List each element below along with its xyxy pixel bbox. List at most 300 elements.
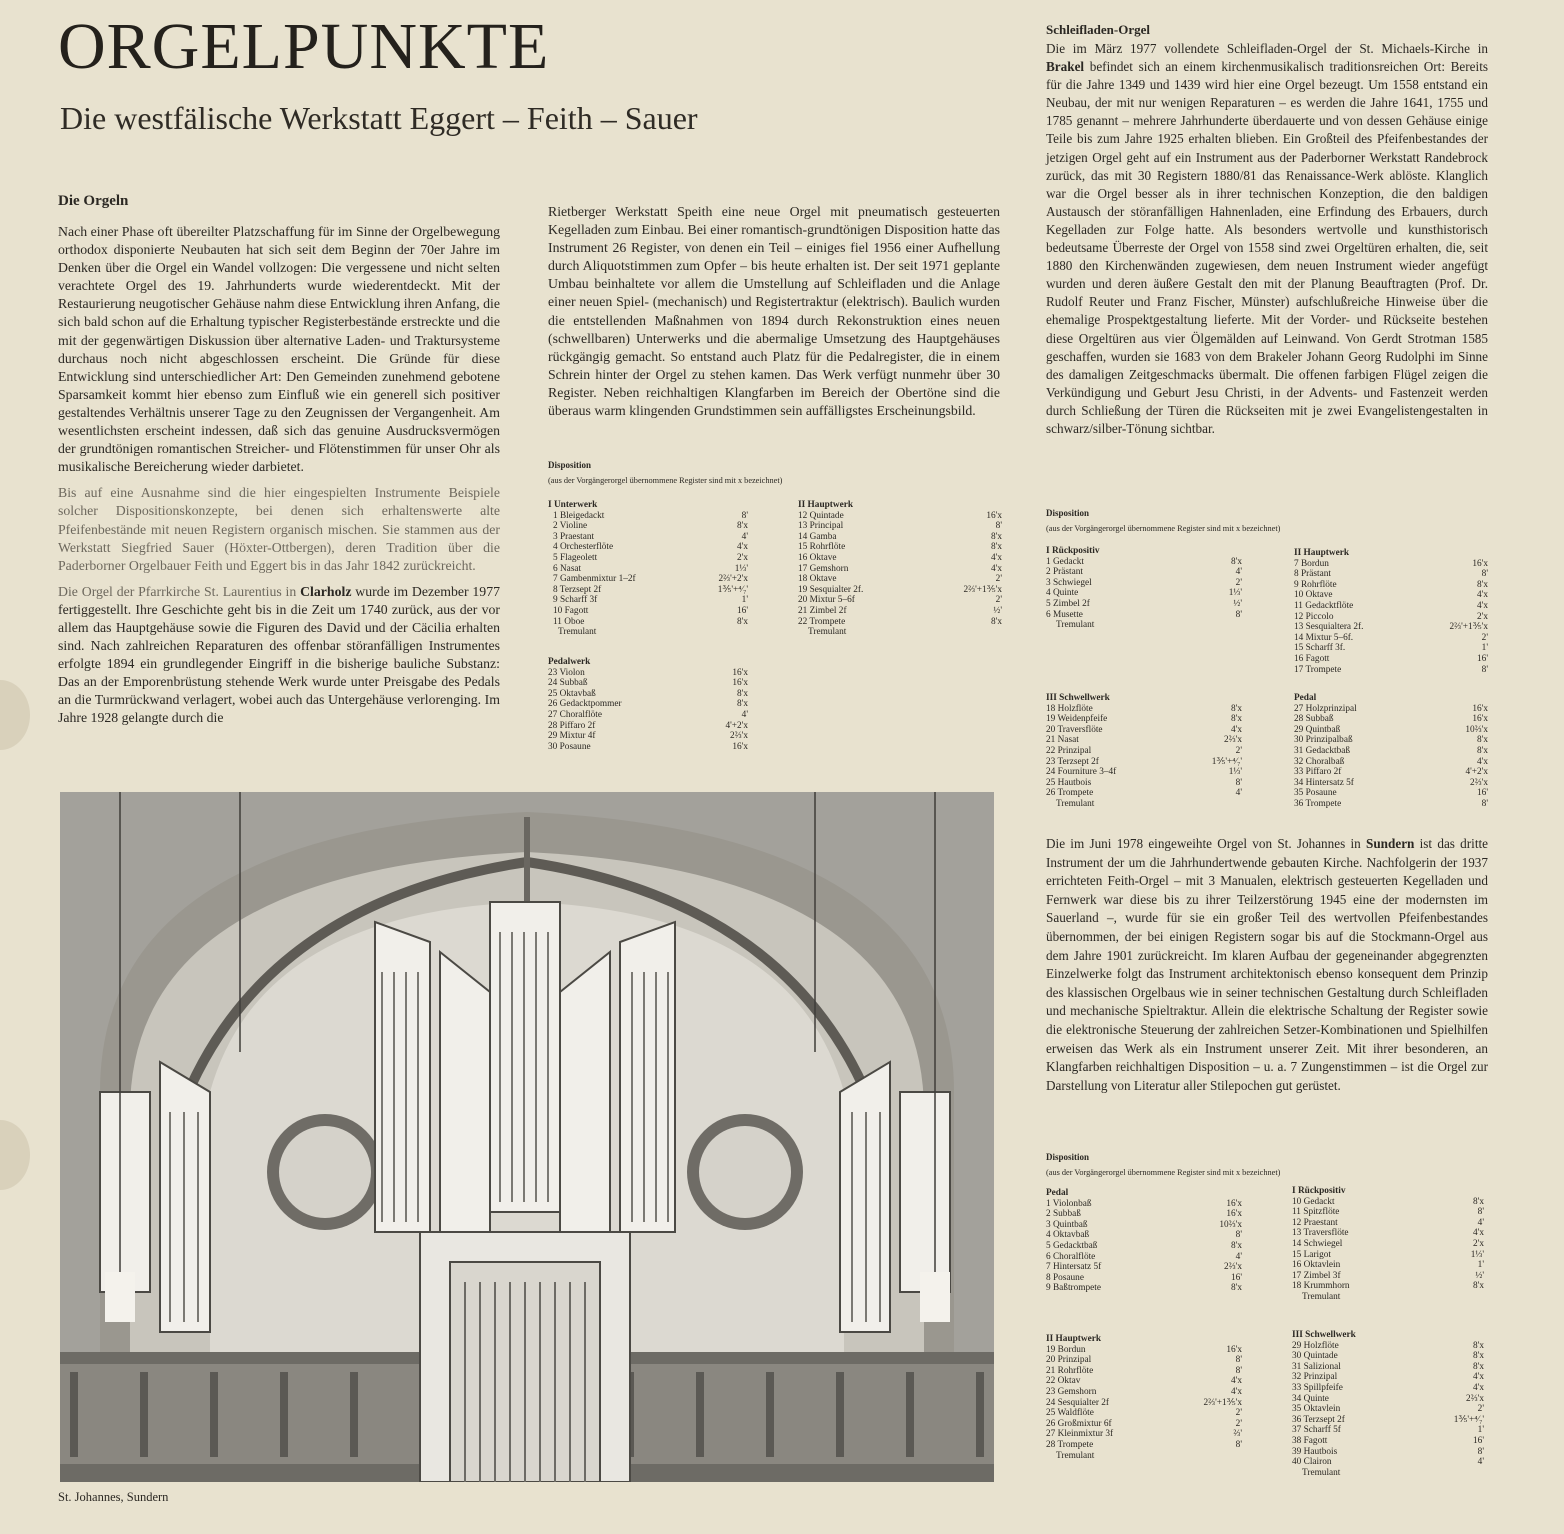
register-pitch: 8'x: [1473, 1281, 1484, 1292]
register-row: [1294, 746, 1488, 757]
register-pitch: 1': [1481, 643, 1488, 654]
register-name: 33 Piffaro 2f: [1294, 767, 1342, 778]
register-name: 15 Scharff 3f.: [1294, 643, 1346, 654]
register-row: [1294, 559, 1488, 570]
register-row: [1292, 1341, 1484, 1352]
register-name: 11 Spitzflöte: [1292, 1207, 1340, 1218]
register-heading: II Hauptwerk: [798, 500, 854, 510]
register-name: 3 Quintbaß: [1046, 1219, 1088, 1230]
register-pitch: ½': [993, 605, 1002, 616]
register-name: 38 Fagott: [1292, 1435, 1328, 1446]
register-row: [1292, 1383, 1484, 1394]
register-name: 26 Trompete: [1046, 788, 1094, 799]
register-name: 24 Fourniture 3–4f: [1046, 767, 1117, 778]
register-row: [548, 742, 748, 753]
register-pitch: 2⅔'x: [1224, 735, 1242, 746]
register-name: 12 Praestant: [1292, 1217, 1338, 1228]
register-name: 10 Fagott: [553, 605, 589, 616]
register-row: [1046, 1283, 1242, 1294]
register-name: 36 Terzsept 2f: [1292, 1414, 1345, 1425]
register-row: [1294, 714, 1488, 725]
register-pitch: 8': [741, 510, 748, 521]
register-pitch: 16': [1231, 1272, 1242, 1283]
register-heading: III Schwellwerk: [1292, 1330, 1356, 1340]
register-pitch: 16'x: [732, 741, 748, 752]
register-row: [1046, 757, 1242, 768]
register-name: 1 Bleigedackt: [553, 510, 605, 521]
register-pitch: 16'x: [1226, 1209, 1242, 1220]
register-row: [1292, 1447, 1484, 1458]
register-list-hauptwerk: [1294, 548, 1488, 675]
register-row: [1046, 610, 1242, 621]
register-row: [1292, 1271, 1484, 1282]
article-body-2: [548, 203, 1000, 420]
register-row: [548, 689, 748, 700]
register-row: [1294, 633, 1488, 644]
register-row: [553, 564, 748, 575]
register-row: [1046, 599, 1242, 610]
register-pitch: 4': [741, 531, 748, 542]
register-row: [1292, 1218, 1484, 1229]
register-name: 16 Fagott: [1294, 653, 1330, 664]
register-row: [1046, 767, 1242, 778]
disposition-brakel: [1046, 508, 1496, 533]
register-name: 30 Quintade: [1292, 1351, 1338, 1362]
register-name: 9 Rohrflöte: [1294, 579, 1337, 590]
register-row: [1294, 654, 1488, 665]
register-row: [1294, 704, 1488, 715]
paragraph: [58, 583, 500, 728]
register-name: 6 Musette: [1046, 609, 1083, 620]
register-name: 28 Subbaß: [1294, 714, 1334, 725]
register-row: [553, 553, 748, 564]
register-name: 1 Violonbaß: [1046, 1198, 1092, 1209]
register-list-pedal: [1046, 1188, 1242, 1294]
register-row: [1046, 1355, 1242, 1366]
register-row: [798, 511, 1002, 522]
register-name: 27 Choralflöte: [548, 709, 602, 720]
photo-caption: St. Johannes, Sundern: [58, 1490, 169, 1504]
tremulant: Tremulant: [558, 627, 597, 638]
register-name: 3 Schwiegel: [1046, 577, 1092, 588]
register-name: 13 Traversflöte: [1292, 1228, 1349, 1239]
register-pitch: 8': [1235, 777, 1242, 788]
register-row: [1046, 1387, 1242, 1398]
register-row: [1046, 1366, 1242, 1377]
register-heading: Pedal: [1294, 693, 1317, 703]
text-run: ist das dritte Instrument der um die Jahrhundertwende gebauten Kirche. Nachfolgerin der 1937 errichteten Feith-Orgel – mit 3 Manualen, elektrisch gesteuerten Kegelladen und Fernwerk war diese bis zu ihrer Teilzerstörung 1945 eine der modernsten im Sauerland –, wurde für sie ein großer Teil des wertvollen Pfeifenbestandes übernommen, der bei einigen Registern sogar bis auf die Stockmann-Orgel aus dem Jahre 1901 zurückreicht. Im klaren Aufbau der gegeneinander abgegrenzten Einzelwerke folgt das Instrument architektonisch ebenso konsequent dem Prinzip des klassischen Orgelbaus wie in seiner technischen Gestaltung durch Schleifladen und mechanische Spieltraktur. Allein die elektrische Schaltung der Register sowie die elektronische Steuerung der zahlreichen Setzer-Kombinationen und Spielhilfen erweisen das Werk als ein Instrument unserer Zeit. Mit ihrer besonderen, an Klangfarben reichhaltigen Disposition – u. a. 7 Zungenstimmen – ist die Orgel zur Darstellung von Literatur aller Stilepochen gut gerüstet.: [1046, 836, 1489, 1093]
register-row: [1046, 578, 1242, 589]
register-name: 36 Trompete: [1294, 798, 1342, 809]
register-pitch: 8': [1235, 1355, 1242, 1366]
register-pitch: 4': [1235, 1251, 1242, 1262]
register-row: [553, 585, 748, 596]
register-name: 9 Scharff 3f: [553, 595, 598, 606]
column-1: [58, 193, 500, 736]
register-name: 19 Sesquialter 2f.: [798, 584, 864, 595]
register-pitch: 1⅓': [1228, 767, 1242, 778]
register-pitch: 8': [1477, 1207, 1484, 1218]
register-row: [553, 574, 748, 585]
register-pitch: 16': [1473, 1435, 1484, 1446]
register-pitch: 2'x: [1473, 1238, 1484, 1249]
register-pitch: 2⅔'+1⅗'x: [963, 584, 1002, 595]
register-name: 8 Prästant: [1294, 569, 1331, 580]
register-name: 17 Gemshorn: [798, 563, 849, 574]
register-name: 4 Oktavbaß: [1046, 1230, 1090, 1241]
register-name: 24 Sesquialter 2f: [1046, 1397, 1109, 1408]
register-name: 40 Clairon: [1292, 1457, 1332, 1468]
tremulant: Tremulant: [1056, 620, 1095, 631]
register-row: [798, 617, 1002, 628]
register-row: [553, 595, 748, 606]
text-run: wurde im Dezember 1977 fertiggestellt. Ihre Geschichte geht bis in die Zeit um 1740 zurück, aus der vor allem das Hauptgehäuse sowie die Figuren des David und der Cäcilia erhalten sind. Nach zahlreichen Reparaturen des offenbar störanfälligen Instrumentes erfolgte 1894 ein grundlegender Eingriff in die bisherige bauliche Substanz: Das an der Emporenbrüstung stehende Werk wurde unter Preisgabe des Pedals an die Turmrückwand verlagert, wobei auch das Untergehäuse verlorenging. Im Jahre 1928 gelangte durch die: [58, 583, 500, 726]
register-name: 20 Traversflöte: [1046, 724, 1103, 735]
register-row: [1046, 714, 1242, 725]
register-pitch: 4': [1477, 1217, 1484, 1228]
register-row: [553, 617, 748, 628]
register-name: 37 Scharff 5f: [1292, 1425, 1341, 1436]
register-list-rueckpositiv: [1292, 1186, 1484, 1303]
register-pitch: 8': [1235, 1439, 1242, 1450]
register-list-pedal: [1294, 693, 1488, 810]
register-name: 9 Baßtrompete: [1046, 1283, 1101, 1294]
register-pitch: 8'x: [991, 531, 1002, 542]
register-pitch: 2': [1481, 632, 1488, 643]
register-name: 22 Prinzipal: [1046, 745, 1092, 756]
register-row: [1046, 1209, 1242, 1220]
organ-photo: [60, 792, 994, 1482]
register-row: [1292, 1281, 1484, 1292]
place-name: Clarholz: [300, 583, 352, 599]
register-pitch: 16'x: [1226, 1344, 1242, 1355]
register-row: [798, 585, 1002, 596]
register-pitch: 8': [1235, 609, 1242, 620]
register-name: 23 Terzsept 2f: [1046, 756, 1099, 767]
register-row: [553, 606, 748, 617]
register-row: [798, 564, 1002, 575]
register-name: 33 Spillpfeife: [1292, 1382, 1343, 1393]
register-row: [548, 731, 748, 742]
register-pitch: 2⅔'+1⅗'x: [1203, 1397, 1242, 1408]
register-name: 8 Posaune: [1046, 1272, 1084, 1283]
register-pitch: 2⅔'+2'x: [718, 574, 748, 585]
register-row: [1292, 1207, 1484, 1218]
register-list-schwellwerk: [1292, 1330, 1484, 1478]
register-row: [1294, 622, 1488, 633]
register-heading: II Hauptwerk: [1046, 1334, 1102, 1344]
register-name: 25 Hautbois: [1046, 777, 1092, 788]
paragraph: Bis auf eine Ausnahme sind die hier eingespielten Instrumente Beispiele solcher Dispositionskonzepte, bei denen sich erhaltenswerte alte Pfeifenbestände mit neuen Registern organisch mischen. Sie stammen aus der Werkstatt Siegfried Sauer (Höxter-Ottbergen), deren Tradition über die Paderborner Orgelbauer Feith und Eggert bis in das Jahr 1842 zurückreicht.: [58, 485, 500, 573]
register-row: [798, 595, 1002, 606]
register-name: 28 Piffaro 2f: [548, 720, 596, 731]
register-pitch: ⅔': [1233, 1429, 1242, 1440]
register-pitch: 16'x: [1472, 703, 1488, 714]
register-name: 17 Zimbel 3f: [1292, 1270, 1341, 1281]
register-name: 34 Hintersatz 5f: [1294, 777, 1354, 788]
register-pitch: 2': [1235, 1418, 1242, 1429]
stain-mark: [0, 680, 30, 750]
disposition-clarholz: [548, 460, 1008, 485]
register-row: [798, 532, 1002, 543]
register-pitch: 16'x: [1472, 714, 1488, 725]
register-row: [1046, 1419, 1242, 1430]
register-name: 13 Principal: [798, 521, 844, 532]
register-pitch: 4': [1235, 788, 1242, 799]
register-name: 29 Holzflöte: [1292, 1340, 1339, 1351]
register-row: [1294, 778, 1488, 789]
column-2: [548, 203, 1000, 428]
register-name: 4 Quinte: [1046, 588, 1079, 599]
text-run: Die im März 1977 vollendete Schleifladen-Orgel der St. Michaels-Kirche in: [1046, 41, 1488, 56]
register-row: [1046, 1241, 1242, 1252]
register-pitch: 8'x: [737, 616, 748, 627]
register-row: [548, 678, 748, 689]
paragraph: [1046, 835, 1488, 1095]
register-name: 29 Quintbaß: [1294, 724, 1341, 735]
register-pitch: 8'x: [991, 542, 1002, 553]
register-name: 7 Hintersatz 5f: [1046, 1262, 1102, 1273]
register-pitch: 8'x: [1473, 1196, 1484, 1207]
register-pitch: 4'+2'x: [1465, 767, 1488, 778]
disposition-note: (aus der Vorgängerorgel übernommene Register sind mit x bezeichnet): [548, 476, 783, 485]
register-heading: I Rückpositiv: [1046, 546, 1100, 556]
page-subtitle: Die westfälische Werkstatt Eggert – Feith – Sauer: [60, 100, 698, 136]
register-name: 6 Choralflöte: [1046, 1251, 1096, 1262]
page-title: ORGELPUNKTE: [58, 10, 550, 83]
register-name: 21 Zimbel 2f: [798, 605, 847, 616]
register-list-hauptwerk: [798, 500, 1002, 638]
register-pitch: 1⅗'+⁴⁄₇': [717, 584, 748, 595]
register-row: [1294, 725, 1488, 736]
register-name: 3 Praestant: [553, 531, 595, 542]
register-row: [553, 532, 748, 543]
register-name: 27 Holzprinzipal: [1294, 703, 1357, 714]
register-pitch: 2': [1477, 1404, 1484, 1415]
register-pitch: 4': [1477, 1457, 1484, 1468]
register-row: [1292, 1197, 1484, 1208]
register-name: 18 Oktave: [798, 574, 837, 585]
register-name: 25 Oktavbaß: [548, 688, 596, 699]
register-list-rueckpositiv: [1046, 546, 1242, 631]
register-row: [1294, 601, 1488, 612]
register-heading: I Unterwerk: [548, 500, 598, 510]
register-heading: I Rückpositiv: [1292, 1186, 1346, 1196]
register-row: [1046, 746, 1242, 757]
register-pitch: 4'x: [737, 542, 748, 553]
register-pitch: 8'x: [737, 699, 748, 710]
register-name: 20 Prinzipal: [1046, 1355, 1092, 1366]
register-row: [1046, 557, 1242, 568]
register-row: [1294, 799, 1488, 810]
register-row: [1294, 612, 1488, 623]
register-row: [1294, 767, 1488, 778]
register-name: 4 Orchesterflöte: [553, 542, 614, 553]
register-pitch: 8'x: [1473, 1361, 1484, 1372]
register-pitch: 8'x: [1477, 735, 1488, 746]
register-pitch: ½': [1475, 1270, 1484, 1281]
register-pitch: 4'x: [1473, 1372, 1484, 1383]
register-name: 15 Rohrflöte: [798, 542, 846, 553]
tremulant: Tremulant: [808, 627, 847, 638]
register-name: 27 Kleinmixtur 3f: [1046, 1429, 1114, 1440]
stain-mark: [0, 1120, 30, 1190]
register-pitch: 1': [1477, 1425, 1484, 1436]
place-name: Brakel: [1046, 59, 1085, 75]
register-name: 14 Mixtur 5–6f.: [1294, 632, 1354, 643]
register-pitch: 2'x: [737, 552, 748, 563]
register-pitch: 4'x: [991, 563, 1002, 574]
register-name: 14 Gamba: [798, 531, 837, 542]
register-pitch: 16': [1477, 653, 1488, 664]
register-row: [798, 521, 1002, 532]
disposition-title: Disposition: [1046, 508, 1090, 518]
register-name: 10 Oktave: [1294, 590, 1333, 601]
register-pitch: 2': [1235, 577, 1242, 588]
disposition-note: (aus der Vorgängerorgel übernommene Register sind mit x bezeichnet): [1046, 1168, 1281, 1177]
register-name: 25 Waldflöte: [1046, 1408, 1094, 1419]
register-row: [798, 606, 1002, 617]
register-name: 32 Choralbaß: [1294, 756, 1345, 767]
register-name: 26 Großmixtur 6f: [1046, 1418, 1112, 1429]
register-row: [798, 574, 1002, 585]
register-name: 22 Oktav: [1046, 1376, 1081, 1387]
register-list-hauptwerk: [1046, 1334, 1242, 1461]
register-name: 19 Bordun: [1046, 1344, 1086, 1355]
register-row: [1292, 1351, 1484, 1362]
paragraph: [1046, 40, 1488, 438]
register-heading: Pedalwerk: [548, 657, 591, 667]
register-name: 35 Oktavlein: [1292, 1404, 1341, 1415]
register-row: [1294, 590, 1488, 601]
register-pitch: 8'x: [1231, 703, 1242, 714]
register-name: 19 Weidenpfeife: [1046, 714, 1108, 725]
disposition-title: Disposition: [548, 460, 592, 470]
register-name: 2 Violine: [553, 521, 588, 532]
register-name: 7 Bordun: [1294, 558, 1329, 569]
register-list-pedalwerk: [548, 657, 748, 752]
register-pitch: 1⅓': [1470, 1249, 1484, 1260]
register-name: 16 Oktavlein: [1292, 1260, 1341, 1271]
register-row: [1046, 588, 1242, 599]
register-pitch: 8'x: [1477, 579, 1488, 590]
register-row: [1294, 735, 1488, 746]
register-name: 6 Nasat: [553, 563, 582, 574]
register-pitch: ½': [1233, 598, 1242, 609]
register-name: 26 Gedacktpommer: [548, 699, 622, 710]
register-pitch: 16': [1477, 788, 1488, 799]
register-row: [1292, 1457, 1484, 1468]
register-name: 29 Mixtur 4f: [548, 731, 596, 742]
register-pitch: 8': [1477, 1446, 1484, 1457]
register-pitch: 8'x: [991, 616, 1002, 627]
register-pitch: 1⅓': [734, 563, 748, 574]
register-pitch: 2⅔'x: [730, 731, 748, 742]
register-row: [1294, 569, 1488, 580]
register-row: [1292, 1260, 1484, 1271]
register-pitch: 8': [995, 521, 1002, 532]
register-row: [798, 542, 1002, 553]
register-name: 5 Gedacktbaß: [1046, 1240, 1098, 1251]
register-name: 28 Trompete: [1046, 1439, 1094, 1450]
register-pitch: 8': [1235, 1230, 1242, 1241]
register-pitch: 1': [1477, 1260, 1484, 1271]
register-name: 1 Gedackt: [1046, 556, 1084, 567]
register-row: [798, 553, 1002, 564]
paragraph: Nach einer Phase oft übereilter Platzschaffung für im Sinne der Orgelbewegung orthodox disponierte Neubauten hat sich seit dem Beginn der 70er Jahre im Denken über die Orgel ein Wandel vollzogen: Die vergessene und nicht selten verachtete Orgel des 19. Jahrhunderts wurde wiederentdeckt. Mit der Restaurierung neugotischer Gehäuse nahm diese Entwicklung ihren Anfang, die sich bald schon auf die Erhaltung typischer Registerbestände erstreckte und die mit der gegenwärtigen Diskussion über alternative Laden- und Traktursysteme durchaus noch nicht abgeschlossen erscheint. Die Gründe für diese Entwicklung sind unterschiedlicher Art: Den Gemeinden zunehmend gebotene Sparsamkeit kommt hier ebenso zum Einfluß wie ein generell sich positiver gestaltendes Verhältnis unserer Tage zu den Zeugnissen der Vergangenheit. Am wesentlichsten erscheint indessen, daß sich das genuine Ausdrucksvermögen der grundtönigen romantischen Streicher- und Flötenstimmen für unser Ohr als musikalische Bereicherung wieder darbietet.: [58, 224, 500, 475]
register-row: [1292, 1394, 1484, 1405]
register-name: 21 Nasat: [1046, 735, 1079, 746]
register-row: [1046, 1408, 1242, 1419]
register-name: 23 Gemshorn: [1046, 1386, 1097, 1397]
register-pitch: 10⅔'x: [1465, 724, 1488, 735]
register-row: [1046, 735, 1242, 746]
register-row: [553, 511, 748, 522]
register-pitch: 16'x: [1226, 1198, 1242, 1209]
register-pitch: 1⅗'+⁴⁄₇': [1211, 756, 1242, 767]
register-name: 39 Hautbois: [1292, 1446, 1338, 1457]
register-row: [1046, 788, 1242, 799]
register-row: [1046, 1440, 1242, 1451]
disposition-sundern: [1046, 1152, 1496, 1177]
register-pitch: 16'x: [732, 678, 748, 689]
register-row: [1292, 1372, 1484, 1383]
register-pitch: 2': [995, 574, 1002, 585]
register-name: 18 Holzflöte: [1046, 703, 1093, 714]
register-name: 31 Salizional: [1292, 1361, 1341, 1372]
register-pitch: 2': [1235, 1408, 1242, 1419]
register-pitch: 8'x: [737, 521, 748, 532]
tremulant: Tremulant: [1302, 1467, 1341, 1478]
register-row: [1046, 1262, 1242, 1273]
register-row: [553, 521, 748, 532]
register-row: [1046, 1199, 1242, 1210]
register-pitch: 4': [741, 709, 748, 720]
register-pitch: 8'x: [1231, 1283, 1242, 1294]
register-pitch: 8': [1481, 569, 1488, 580]
register-pitch: 10⅔'x: [1219, 1219, 1242, 1230]
register-pitch: 8'x: [1231, 1240, 1242, 1251]
place-name: Sundern: [1366, 836, 1415, 851]
register-row: [1292, 1436, 1484, 1447]
register-row: [1046, 1230, 1242, 1241]
register-row: [1292, 1228, 1484, 1239]
register-pitch: 4'x: [1473, 1382, 1484, 1393]
register-pitch: 4'x: [1477, 756, 1488, 767]
register-row: [1046, 778, 1242, 789]
register-row: [1046, 1398, 1242, 1409]
register-list-schwellwerk: [1046, 693, 1242, 810]
register-pitch: 8'x: [1477, 745, 1488, 756]
register-row: [1046, 1273, 1242, 1284]
register-pitch: 8'x: [1231, 714, 1242, 725]
register-name: 12 Quintade: [798, 510, 844, 521]
register-pitch: 8'x: [1473, 1340, 1484, 1351]
register-name: 15 Larigot: [1292, 1249, 1331, 1260]
register-name: 2 Prästant: [1046, 567, 1083, 578]
register-name: 23 Violon: [548, 667, 585, 678]
text-run: Die Orgel der Pfarrkirche St. Laurentius in: [58, 583, 301, 599]
register-pitch: 4'+2'x: [725, 720, 748, 731]
text-run: Die im Juni 1978 eingeweihte Orgel von St. Johannes in: [1046, 836, 1366, 851]
register-pitch: 16'x: [1472, 558, 1488, 569]
register-row: [548, 710, 748, 721]
register-row: [1046, 1429, 1242, 1440]
register-pitch: 8'x: [1231, 556, 1242, 567]
register-pitch: 2⅔'x: [1466, 1393, 1484, 1404]
register-name: 14 Schwiegel: [1292, 1238, 1343, 1249]
column-3: [1046, 22, 1488, 446]
